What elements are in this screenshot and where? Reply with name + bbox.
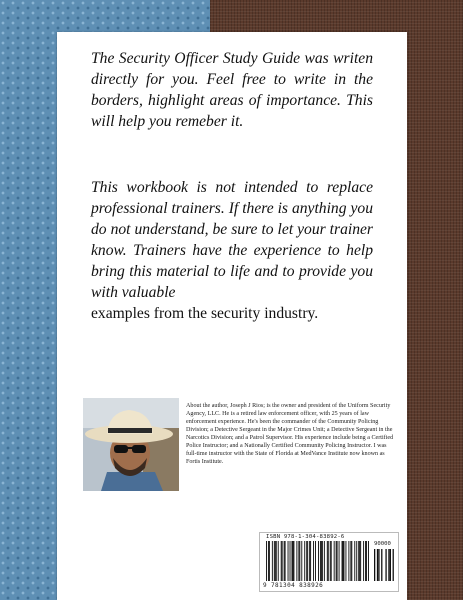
price-bar [381,549,382,581]
barcode-bar [266,541,267,581]
price-bar [385,549,386,581]
barcode-bar [342,541,343,581]
barcode-bar [315,541,316,581]
barcode-bar [296,541,297,581]
barcode-bar [290,541,291,581]
barcode-bar [343,541,344,581]
barcode-bar [293,541,294,581]
price-bar [377,549,378,581]
price-bar [390,549,391,581]
barcode-bar [309,541,310,581]
barcode-bar [360,541,361,581]
trainer-paragraph: This workbook is not intended to replace professional trainers. If there is anything you do not understand, be sure to let your trainer know. Trainers have the experience to help bring this material to life and to provide you with valuable [91,179,373,301]
barcode-bar [310,541,311,581]
barcode-bar [339,541,340,581]
barcode-bar [306,541,307,581]
barcode-bar [321,541,322,581]
author-photo [83,398,179,491]
barcode-bar [331,541,332,581]
barcode-bar [284,541,285,581]
barcode-bar [356,541,357,581]
barcode-bar [363,541,364,581]
barcode-bar [304,541,305,581]
barcode-bar [359,541,360,581]
barcode-digits: 9 781304 838926 [263,582,324,589]
barcode-bar [328,541,329,581]
barcode-bar [334,541,335,581]
barcode-bar [324,541,325,581]
barcode-bar [282,541,283,581]
barcode-bar [336,541,337,581]
barcode-bar [275,541,276,581]
author-portrait-image [83,398,179,491]
barcode-bar [348,541,349,581]
barcode-bar [345,541,346,581]
barcode-bar [327,541,328,581]
barcode-bar [366,541,367,581]
back-cover-panel [57,32,407,600]
barcode-bar [368,541,369,581]
barcode-bar [292,541,293,581]
barcode-bar [344,541,345,581]
trainer-paragraph-end: examples from the security industry. [91,305,319,322]
price-bar [374,549,375,581]
price-bar [393,549,394,581]
barcode-bar [313,541,314,581]
barcode-bar [274,541,275,581]
isbn-label: ISBN 978-1-304-83892-6 [266,534,345,540]
barcode-bar [268,541,269,581]
barcode-bar [365,541,366,581]
price-bar [378,549,379,581]
barcode-bar [350,541,351,581]
barcode-bar [318,541,319,581]
barcode-bar [354,541,355,581]
barcode-bar [351,541,352,581]
barcode-bar [337,541,338,581]
price-bar [388,549,389,581]
barcode-bar [322,541,323,581]
barcode-bar [301,541,302,581]
barcode-bar [292,541,293,581]
barcode-bar [276,541,277,581]
barcode-bar [298,541,299,581]
barcode-bar [330,541,331,581]
author-bio: About the author, Joseph J Rios; is the owner and president of the Uniform Security Agency, LLC. He is a retired law enforcement officer, with 25 years of law enforcement experience. He's been the commander of the Community Policing Division; a Detective Sergeant in the Major Crimes Unit; a Detective Sergeant in the Narcotics Division; and a Patrol Supervisor. His experience include being a Certified Police Instructor; and a Nationally Certified Community Policing Instructor. I was full-time instructor with the State of Florida at MedVance Institute now known as Fortis Institute. [186,403,394,466]
intro-paragraph: The Security Officer Study Guide was writen directly for you. Feel free to write in the borders, highlight areas of importance. This will help you remeber it. [91,50,373,130]
barcode-bar [281,541,282,581]
price-code: 90000 [374,541,391,547]
barcode-bar [288,541,289,581]
barcode-bar [278,541,279,581]
barcode-bar [285,541,286,581]
barcode-bar [320,541,321,581]
barcode-bar [269,541,270,581]
isbn-barcode [259,532,399,592]
barcode-bar [272,541,273,581]
barcode-bar [299,541,300,581]
barcode-bar [358,541,359,581]
barcode-bar [307,541,308,581]
